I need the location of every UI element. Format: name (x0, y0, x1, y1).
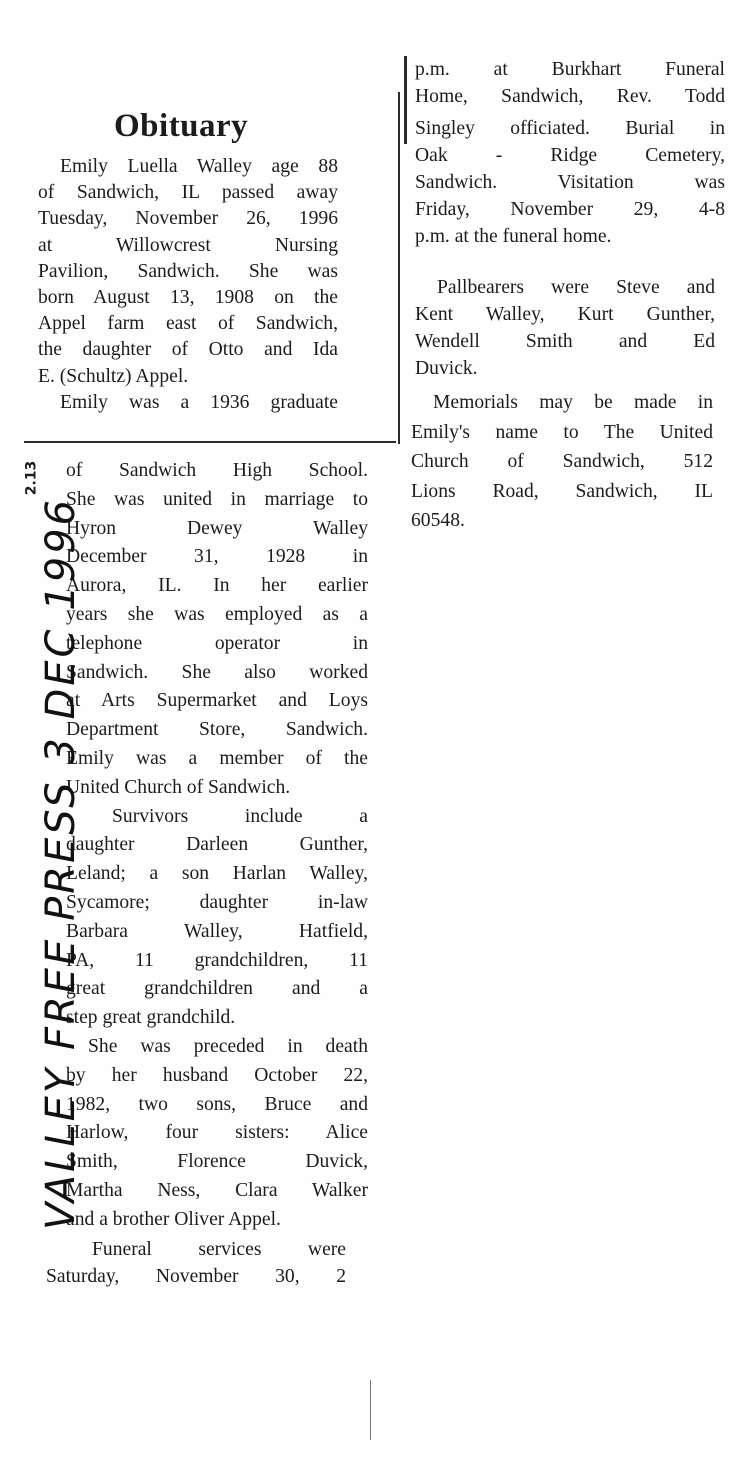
text-line: Martha Ness, Clara Walker (66, 1179, 368, 1201)
text-line: born August 13, 1908 on the (38, 286, 338, 308)
text-line: great grandchildren and a (66, 978, 368, 1000)
text-line: of Sandwich High School. (66, 460, 368, 481)
text-line: 1982, two sons, Bruce and (66, 1093, 368, 1115)
text-line: Hyron Dewey Walley (66, 517, 368, 539)
text-line: Smith, Florence Duvick, (66, 1151, 368, 1173)
text-line: Sandwich. She also worked (66, 661, 368, 683)
text-line: Department Store, Sandwich. (66, 719, 368, 741)
text-line: E. (Schultz) Appel. (38, 365, 189, 387)
text-line: United Church of Sandwich. (66, 776, 291, 798)
obituary-column-intro (38, 154, 338, 416)
clip-border-right-top (404, 56, 407, 144)
text-line: Barbara Walley, Hatfield, (66, 920, 368, 942)
text-line: and a brother Oliver Appel. (66, 1208, 281, 1230)
text-line: daughter Darleen Gunther, (66, 834, 368, 856)
obituary-column-services (415, 56, 725, 250)
text-line: 60548. (411, 510, 465, 531)
text-line: Funeral services were (92, 1239, 346, 1260)
text-line: at Arts Supermarket and Loys (66, 690, 368, 712)
text-line: Church of Sandwich, 512 (411, 451, 713, 472)
text-line: December 31, 1928 in (66, 546, 368, 568)
text-line: at Willowcrest Nursing (38, 234, 338, 256)
obituary-column-body (66, 457, 368, 1235)
text-line: telephone operator in (66, 632, 368, 654)
text-line: Sandwich. Visitation was (415, 172, 725, 193)
text-line: Lions Road, Sandwich, IL (411, 480, 713, 502)
text-line: Memorials may be made in (433, 392, 713, 413)
text-line: Leland; a son Harlan Walley, (66, 863, 368, 885)
handwritten-source-note: VALLEY FREE PRESS 3 DEC 1996 (38, 496, 84, 1230)
text-line: of Sandwich, IL passed away (38, 182, 338, 204)
text-line: Oak - Ridge Cemetery, (415, 145, 725, 166)
text-line: Survivors include a (112, 805, 368, 827)
text-line: Home, Sandwich, Rev. Todd (415, 86, 725, 107)
clip-border-divider (24, 441, 396, 443)
text-line: Emily's name to The United (411, 421, 713, 443)
text-line: by her husband October 22, (66, 1064, 368, 1086)
obituary-title: Obituary (114, 108, 249, 144)
text-line: She was preceded in death (88, 1035, 368, 1057)
text-line: Pallbearers were Steve and (437, 277, 715, 298)
clip-border-bottom (370, 1380, 371, 1440)
text-line: p.m. at the funeral home. (415, 226, 612, 247)
text-line: PA, 11 grandchildren, 11 (66, 949, 368, 971)
obituary-column-memorials (411, 388, 713, 536)
text-line: Harlow, four sisters: Alice (66, 1122, 368, 1144)
text-line: Aurora, IL. In her earlier (66, 575, 368, 597)
text-line: p.m. at Burkhart Funeral (415, 59, 725, 80)
text-line: Wendell Smith and Ed (415, 331, 715, 352)
text-line: Pavilion, Sandwich. She was (38, 260, 338, 282)
text-line: She was united in marriage to (66, 488, 368, 510)
text-line: Friday, November 29, 4-8 (415, 199, 725, 220)
obituary-column-pallbearers (415, 274, 715, 382)
obituary-column-funeral (46, 1236, 346, 1290)
text-line: Saturday, November 30, 2 (46, 1266, 346, 1287)
text-line: the daughter of Otto and Ida (38, 339, 338, 361)
text-line: Emily was a 1936 graduate (60, 391, 338, 413)
text-line: years she was employed as a (66, 603, 368, 625)
text-line: step great grandchild. (66, 1007, 236, 1029)
text-line: Singley officiated. Burial in (415, 118, 725, 139)
page-mark: 2.13 (23, 460, 40, 496)
text-line: Emily Luella Walley age 88 (60, 156, 338, 177)
text-line: Kent Walley, Kurt Gunther, (415, 304, 715, 325)
text-line: Appel farm east of Sandwich, (38, 313, 338, 335)
clip-border-top-left (398, 92, 400, 444)
text-line: Emily was a member of the (66, 747, 368, 769)
text-line: Duvick. (415, 358, 478, 379)
text-line: Tuesday, November 26, 1996 (38, 208, 338, 230)
text-line: Sycamore; daughter in-law (66, 891, 368, 913)
